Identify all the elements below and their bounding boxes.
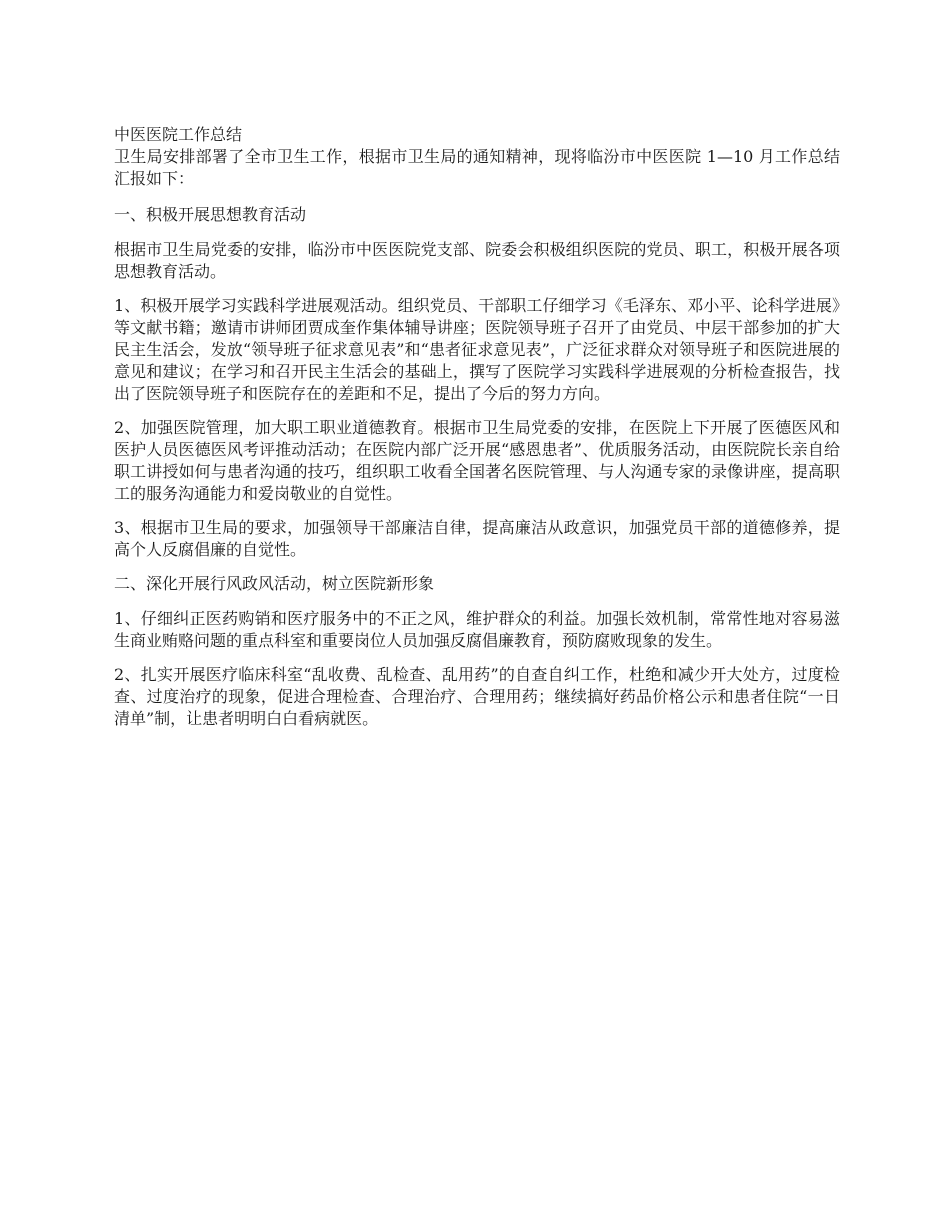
section-2-item-1: 1、仔细纠正医药购销和医疗服务中的不正之风，维护群众的利益。加强长效机制，常常性地对容易滋生商业贿赂问题的重点科室和重要岗位人员加强反腐倡廉教育，预防腐败现象的发生。 [114,609,840,650]
document-title: 中医医院工作总结 [114,125,243,144]
section-1-item-3: 3、根据市卫生局的要求，加强领导干部廉洁自律，提高廉洁从政意识，加强党员干部的道德修养，提高个人反腐倡廉的自觉性。 [114,518,840,559]
intro-paragraph: 卫生局安排部署了全市卫生工作，根据市卫生局的通知精神，现将临汾市中医医院 1—10 月工作总结汇报如下： [114,147,840,188]
section-1-lead: 根据市卫生局党委的安排，临汾市中医医院党支部、院委会积极组织医院的党员、职工，积极开展各项思想教育活动。 [114,240,840,281]
section-1-heading: 一、积极开展思想教育活动 [114,205,307,224]
section-1-item-1: 1、积极开展学习实践科学进展观活动。组织党员、干部职工仔细学习《毛泽东、邓小平、论科学进展》等文献书籍；邀请市讲师团贾成奎作集体辅导讲座；医院领导班子召开了由党员、中层干部参加的扩大民主生活会，发放“领导班子征求意见表”和“患者征求意见表”，广泛征求群众对领导班子和医院进展的意见和建议；在学习和召开民主生活会的基础上，撰写了医院学习实践科学进展观的分析检查报告，找出了医院领导班子和医院存在的差距和不足，提出了今后的努力方向。 [114,296,840,403]
section-2-item-2: 2、扎实开展医疗临床科室“乱收费、乱检查、乱用药”的自查自纠工作，杜绝和减少开大处方，过度检查、过度治疗的现象，促进合理检查、合理治疗、合理用药；继续搞好药品价格公示和患者住院“一日清单”制，让患者明明白白看病就医。 [114,665,840,728]
document-body [114,124,840,742]
section-1-item-2: 2、加强医院管理，加大职工职业道德教育。根据市卫生局党委的安排，在医院上下开展了医德医风和医护人员医德医风考评推动活动；在医院内部广泛开展“感恩患者”、优质服务活动，由医院院长亲自给职工讲授如何与患者沟通的技巧，组织职工收看全国著名医院管理、与人沟通专家的录像讲座，提高职工的服务沟通能力和爱岗敬业的自觉性。 [114,418,840,503]
section-2-heading: 二、深化开展行风政风活动，树立医院新形象 [114,574,435,593]
